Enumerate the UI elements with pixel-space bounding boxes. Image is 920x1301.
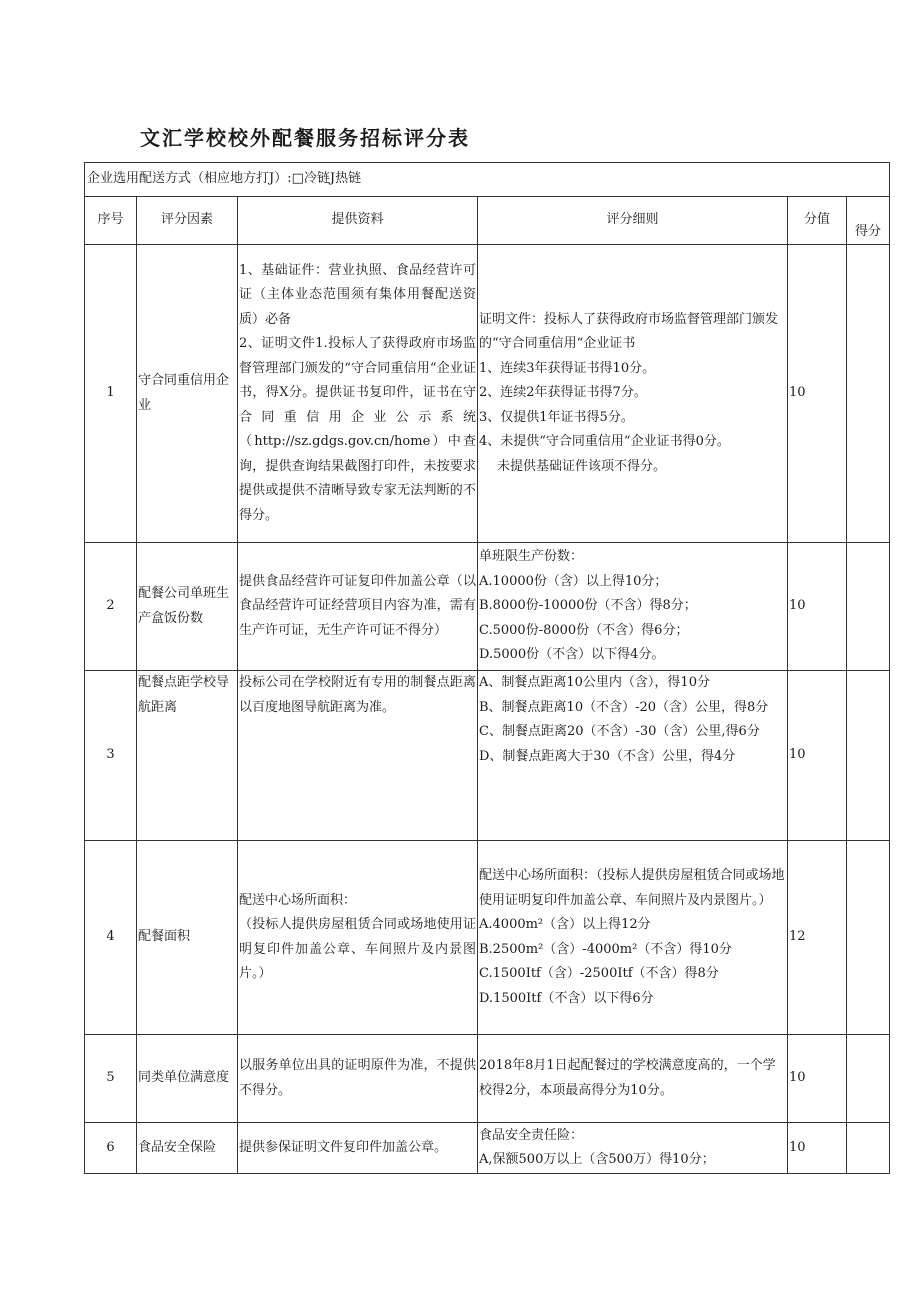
- row-score: 10: [788, 543, 847, 671]
- header-row: [85, 197, 890, 245]
- row-score: 10: [788, 671, 847, 841]
- detail-line: A.10000份（含）以上得10分；: [479, 573, 668, 589]
- detail-line: 证明文件：投标人了获得政府市场监督管理部门颁发的“守合同重信用“企业证书: [479, 311, 779, 352]
- row-factor: 守合同重信用企业: [137, 245, 238, 543]
- row-detail: [478, 245, 788, 543]
- detail-line: 3、仅提供1年证书得5分。: [479, 409, 634, 425]
- table-row: [85, 245, 890, 543]
- detail-line: B.8000份-10000份（不含）得8分；: [479, 598, 697, 614]
- row-no: 6: [85, 1123, 137, 1174]
- detail-line: 单班限生产份数：: [479, 549, 584, 565]
- detail-line: B.2500m²（含）-4000m²（不含）得10分: [479, 941, 732, 957]
- row-got: [847, 841, 890, 1035]
- row-got: [847, 543, 890, 671]
- detail-line: 配送中心场所面积：（投标人提供房屋租赁合同或场地使用证明复印件加盖公章、车间照片及内景图片。）: [479, 868, 785, 908]
- header-score: 分值: [788, 197, 847, 245]
- row-no: 2: [85, 543, 137, 671]
- header-material: 提供资料: [238, 197, 478, 245]
- detail-line: 2、连续2年获得证书得7分。: [479, 385, 647, 401]
- detail-line: 1、连续3年获得证书得10分。: [479, 360, 656, 376]
- row-got: [847, 245, 890, 543]
- detail-line: A.4000m²（含）以上得12分: [479, 917, 651, 932]
- material-line: 提供食品经营许可证复印件加盖公章（以食品经营许可证经营项目内容为准，需有生产许可证，无生产许可证不得分）: [239, 573, 476, 638]
- row-material: [238, 543, 478, 671]
- row-score: 10: [788, 1035, 847, 1123]
- detail-line: A,保额500万以上（含500万）得10分；: [479, 1152, 715, 1167]
- detail-line: 未提供基础证件该项不得分。: [497, 458, 667, 474]
- row-score: 12: [788, 841, 847, 1035]
- table-row: [85, 1035, 890, 1123]
- detail-line: 4、未提供“守合同重信用“企业证书得0分。: [479, 434, 730, 450]
- row-factor: 食品安全保险: [137, 1123, 238, 1174]
- detail-line: D.5000份（不含）以下得4分。: [479, 647, 665, 663]
- detail-line: C.5000份-8000份（不含）得6分；: [479, 622, 689, 638]
- detail-line: 2018年8月1日起配餐过的学校满意度高的，一个学校得2分，本项最高得分为10分。: [479, 1058, 776, 1098]
- detail-line: D.1500Itf（不含）以下得6分: [479, 990, 654, 1006]
- row-no: 4: [85, 841, 137, 1035]
- row-material: [238, 1123, 478, 1174]
- row-material: [238, 671, 478, 841]
- row-detail: [478, 543, 788, 671]
- detail-line: 食品安全责任险：: [479, 1127, 584, 1143]
- material-line: （投标人提供房屋租赁合同或场地使用证明复印件加盖公章、车间照片及内景图片。）: [239, 917, 476, 981]
- detail-line: D、制餐点距离大于30（不含）公里，得4分: [479, 748, 736, 764]
- material-line: 配送中心场所面积：: [239, 892, 357, 908]
- row-detail: [478, 671, 788, 841]
- material-line: 以服务单位出具的证明原件为准，不提供不得分。: [239, 1058, 476, 1098]
- header-got: 得分: [847, 197, 890, 245]
- row-factor: 配餐点距学校导航距离: [137, 671, 238, 841]
- material-line: 2、证明文件1.投标人了获得政府市场监督管理部门颁发的“守合同重信用“企业证书，得X分。提供证书复印件，证书在守合同重信用企业公示系统（http://sz.gdgs.gov.cn/home）中查询，提供查询结果截图打印件，未按要求提供或提供不清晰导致专家无法判断的不得分。: [239, 336, 476, 523]
- page-title: 文汇学校校外配餐服务招标评分表: [140, 126, 470, 150]
- material-line: 1、基础证件：营业执照、食品经营许可证（主体业态范围须有集体用餐配送资质）必备: [239, 262, 476, 327]
- row-score: 10: [788, 1123, 847, 1174]
- detail-line: C、制餐点距离20（不含）-30（含）公里,得6分: [479, 724, 760, 739]
- row-detail: [478, 841, 788, 1035]
- row-detail: [478, 1035, 788, 1123]
- row-detail: [478, 1123, 788, 1174]
- row-got: [847, 1035, 890, 1123]
- row-score: 10: [788, 245, 847, 543]
- row-material: [238, 841, 478, 1035]
- row-no: 1: [85, 245, 137, 543]
- material-line: 投标公司在学校附近有专用的制餐点距离以百度地图导航距离为准。: [239, 675, 476, 715]
- row-got: [847, 671, 890, 841]
- scoring-table: [84, 162, 890, 1174]
- delivery-method-row: [85, 163, 890, 197]
- material-line: 提供参保证明文件复印件加盖公章。: [239, 1139, 448, 1155]
- detail-line: C.1500Itf（含）-2500Itf（不含）得8分: [479, 966, 719, 981]
- header-no: 序号: [85, 197, 137, 245]
- header-factor: 评分因素: [137, 197, 238, 245]
- row-material: [238, 245, 478, 543]
- table-row: [85, 671, 890, 841]
- row-factor: 同类单位满意度: [137, 1035, 238, 1123]
- detail-line: A、制餐点距离10公里内（含），得10分: [479, 675, 710, 690]
- header-detail: 评分细则: [478, 197, 788, 245]
- row-got: [847, 1123, 890, 1174]
- delivery-method: 企业选用配送方式（相应地方打J）:□冷链J热链: [85, 163, 890, 197]
- row-no: 5: [85, 1035, 137, 1123]
- detail-line: B、制餐点距离10（不含）-20（含）公里，得8分: [479, 699, 769, 715]
- row-factor: 配餐面积: [137, 841, 238, 1035]
- table-row: [85, 841, 890, 1035]
- table-row: [85, 543, 890, 671]
- table-row: [85, 1123, 890, 1174]
- row-material: [238, 1035, 478, 1123]
- row-factor: 配餐公司单班生产盒饭份数: [137, 543, 238, 671]
- row-no: 3: [85, 671, 137, 841]
